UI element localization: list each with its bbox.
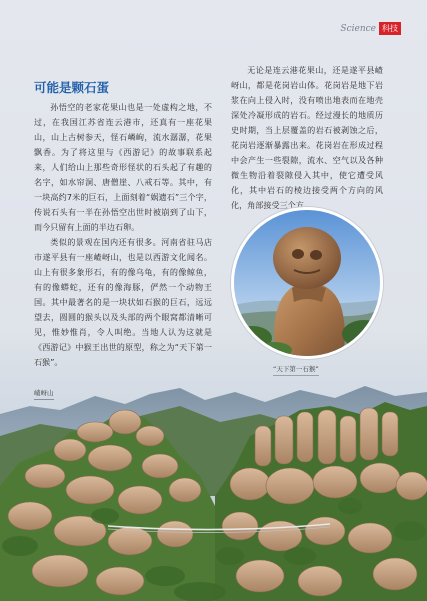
- section-label-cn: 科技: [379, 22, 401, 35]
- section-header: [340, 22, 401, 35]
- article-body-left: [34, 100, 212, 370]
- paragraph: 无论是连云港花果山，还是遂平县嵖岈山，都是花岗岩山体。花岗岩是地下岩浆在向上侵入时，没有喷出地表而在地壳深处冷凝形成的岩石。经过漫长的地质历史时期，当上层覆盖的岩石被剥蚀之后，花岗岩逐渐暴露出来。花岗岩在形成过程中会产生一些裂隙，流水、空气以及各种微生物沿着裂隙侵入其中，使它遭受风化，其中岩石的棱边接受两个方向的风化，角部接受三个方: [231, 65, 383, 210]
- photo-caption: “天下第一石猴”: [273, 364, 319, 376]
- article-title: 可能是颗石蛋: [34, 80, 110, 95]
- paragraph: 类似的景观在国内还有很多。河南省驻马店市遂平县有一座嵖岈山，也是以西游文化闻名。山上有很多象形石，有的像乌龟，有的像鲸鱼，有的像蟒蛇，还有的像海豚，俨然一个动物王国。其中最著名的是一块状如石猴的巨石，远远望去，圆圆的猴头以及头部的两个眼窝都清晰可见，惟妙惟肖，令人叫绝。当地人认为这就是《西游记》中猴王出世的原型，称之为“天下第一石猴”。: [34, 237, 212, 367]
- article-body-right: [231, 63, 383, 213]
- mountain-landscape-photo: [0, 366, 427, 601]
- stone-monkey-photo: [231, 207, 383, 359]
- landscape-caption: 嵖岈山: [34, 388, 54, 400]
- section-label-en: Science: [340, 23, 376, 34]
- paragraph: 孙悟空的老家花果山也是一处虚构之地，不过，在我国江苏省连云港市，还真有一座花果山，山上古树参天，怪石嶙峋，流水潺潺，花果飘香。为了将这里与《西游记》的故事联系起来，人们给山上那些奇形怪状的石头起了有趣的名字，如水帘洞、唐僧崖、八戒石等。其中，有一块高约7米的巨石，上面刻着“娲遗石”三个字，传说石头有一半在孙悟空出世时被崩到了山下，而今只留有上面的半边石卵。: [34, 102, 212, 232]
